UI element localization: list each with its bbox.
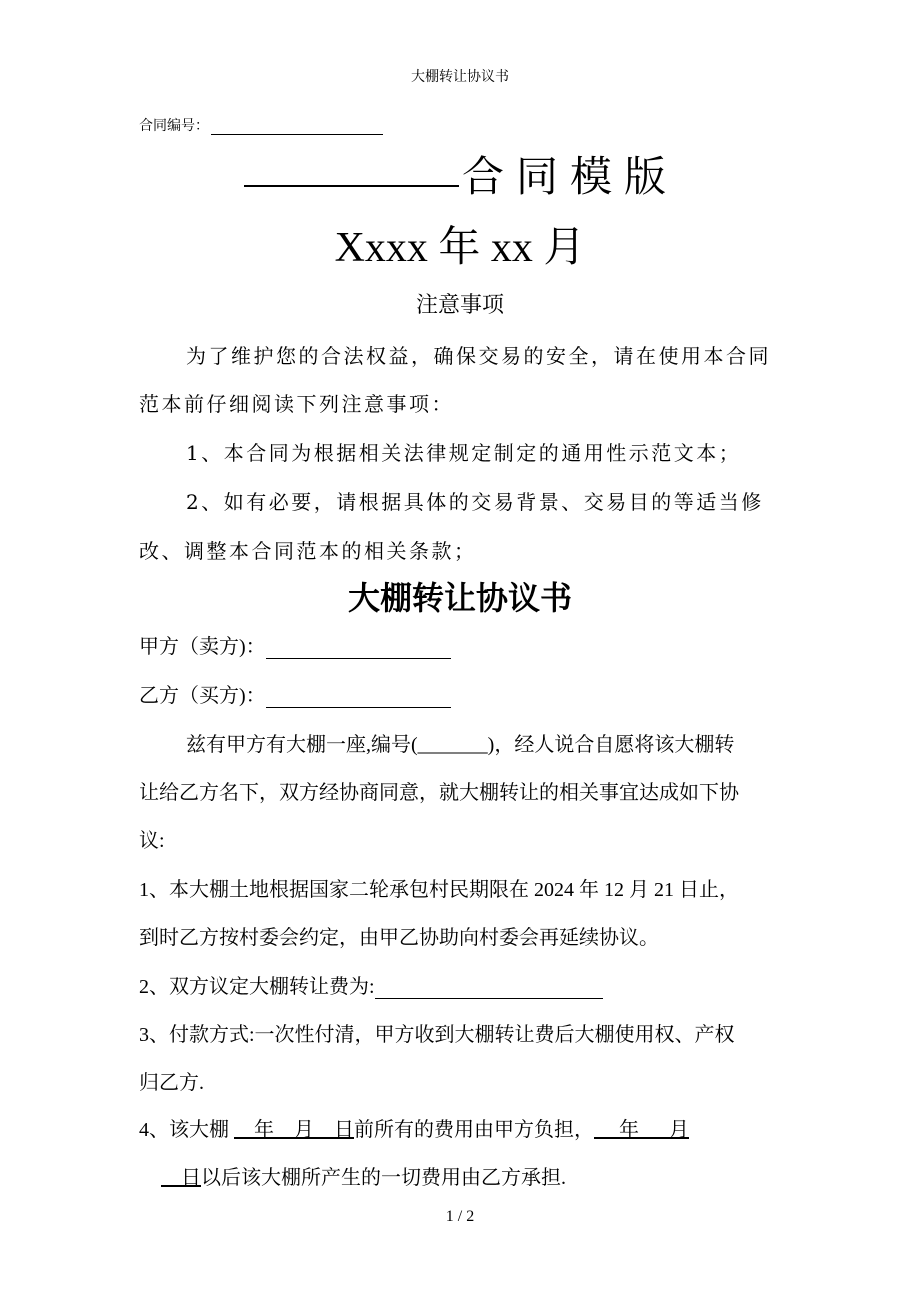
greenhouse-number-blank: _______ — [417, 734, 488, 756]
notice-item-2-line2: 改、调整本合同范本的相关条款； — [139, 539, 477, 563]
preamble-line3: 议: — [139, 830, 165, 852]
running-header: 大棚转让协议书 — [411, 69, 509, 85]
party-a-field — [139, 630, 451, 659]
clause-4-line2-text: 以后该大棚所产生的一切费用由乙方承担. — [201, 1167, 566, 1189]
party-a-blank — [266, 636, 451, 659]
preamble-line1-text-b: )，经人说合自愿将该大棚转 — [487, 734, 735, 756]
clause-1-line1: 1、本大棚土地根据国家二轮承包村民期限在 2024 年 12 月 21 日止， — [139, 879, 739, 901]
clause-2-label: 2、双方议定大棚转让费为: — [139, 976, 375, 998]
template-title-blank — [244, 185, 459, 187]
party-b-field — [139, 679, 451, 708]
notice-intro-line2: 范本前仔细阅读下列注意事项： — [139, 392, 454, 416]
clause-4-prefix: 4、该大棚 — [139, 1119, 234, 1141]
preamble-line2: 让给乙方名下，双方经协商同意，就大棚转让的相关事宜达成如下协 — [139, 782, 739, 804]
clause-2 — [139, 970, 603, 999]
preamble-line1 — [186, 728, 734, 757]
contract-number-field — [139, 115, 383, 135]
clause-3-line2: 归乙方. — [139, 1072, 204, 1094]
clause-4-mid: 前所有的费用由甲方负担， — [354, 1119, 594, 1141]
notice-title: 注意事项 — [415, 293, 504, 318]
clause-3-line1: 3、付款方式:一次性付清，甲方收到大棚转让费后大棚使用权、产权 — [139, 1024, 735, 1046]
party-b-label: 乙方（买方)： — [139, 685, 266, 707]
notice-intro-line1: 为了维护您的合法权益，确保交易的安全，请在使用本合同 — [186, 344, 771, 368]
clause-4-day-blank: 日 — [161, 1167, 201, 1189]
notice-item-1: 1、本合同为根据相关法律规定制定的通用性示范文本； — [186, 441, 742, 465]
preamble-line1-text-a: 兹有甲方有大棚一座,编号( — [186, 734, 418, 756]
party-a-label: 甲方（卖方)： — [139, 636, 266, 658]
template-title: 合同模版 — [462, 152, 679, 201]
transfer-fee-blank — [375, 976, 603, 999]
clause-1-line2: 到时乙方按村委会约定，由甲乙协助向村委会再延续协议。 — [139, 927, 659, 949]
clause-4-line2 — [161, 1161, 566, 1190]
clause-4-line1 — [139, 1113, 689, 1142]
contract-number-label: 合同编号： — [139, 118, 209, 134]
agreement-title: 大棚转让协议书 — [347, 579, 572, 617]
page-number: 1 / 2 — [445, 1208, 475, 1225]
clause-4-date-2: 年 月 — [594, 1119, 689, 1141]
notice-item-2-line1: 2、如有必要，请根据具体的交易背景、交易目的等适当修 — [186, 490, 764, 514]
clause-4-date-1: 年 月 日 — [234, 1119, 354, 1141]
party-b-blank — [266, 685, 451, 708]
contract-number-blank — [211, 118, 383, 135]
template-date: Xxxx 年 xx 月 — [334, 225, 586, 271]
